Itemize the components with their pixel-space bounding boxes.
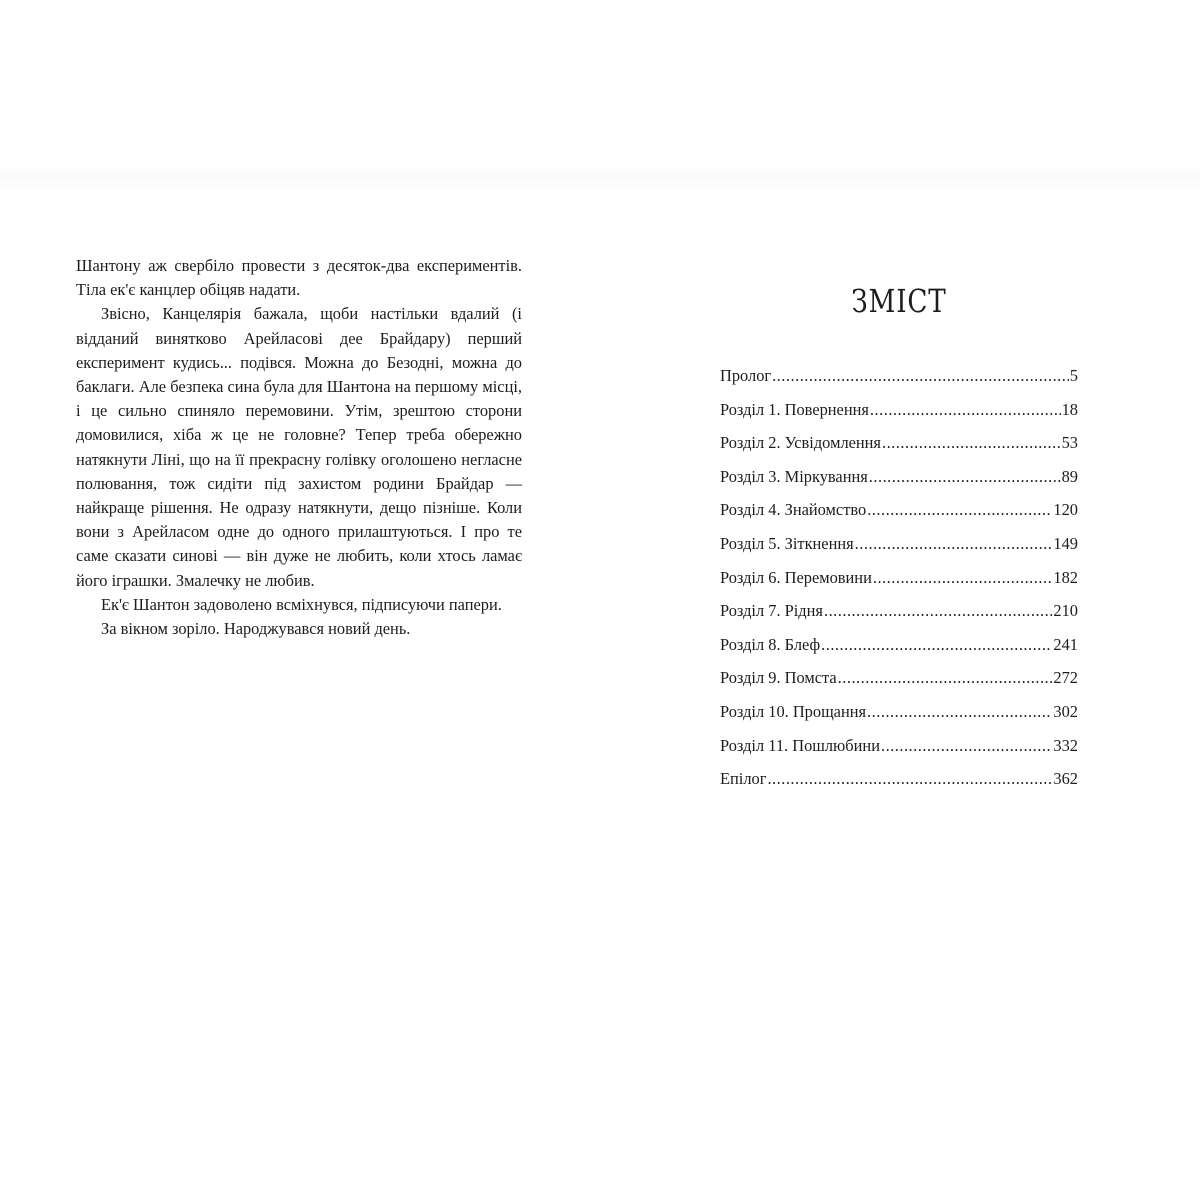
page-edge-shadow (0, 165, 1200, 195)
toc-entry-label: Розділ 8. Блеф (720, 634, 821, 654)
toc-entry (720, 736, 1078, 770)
toc-entry-label: Розділ 7. Рідня (720, 601, 823, 621)
paragraph: За вікном зоріло. Народжувався новий день. (101, 619, 411, 639)
paragraph: Звісно, Канцелярія бажала, щоби настільки вдалий (і відданий винятково Арейласові дее Брайдару) перший експеримент кудись... подівся. Можна до Безодні, можна до баклаги. Але безпека сина була для Шантона на першому місці, і це сильно спиняло перемовини. Утім, зрештою сторони домовилися, хіба ж це не головне? Тепер треба обережно натякнути Ліні, що на її прекрасну голівку оголошено негласне полювання, тож сидіти під захистом родини Брайдар — найкраще рішення. Не одразу натякнути, дещо пізніше. Коли вони з Арейласом одне до одного прилаштуються. І про те саме сказати синові — він дуже не любить, коли хтось ламає його іграшки. Змалечку не любив. (76, 304, 522, 590)
toc-entry-page: 89 (1061, 466, 1078, 486)
toc-entry-label: Розділ 2. Усвідомлення (720, 433, 881, 453)
toc-leader-dots (767, 769, 1052, 789)
toc-entry (720, 467, 1078, 501)
toc-entry-page: 302 (1053, 701, 1078, 721)
toc-entry-page: 241 (1053, 634, 1078, 654)
toc-leader-dots (821, 635, 1052, 655)
paragraph: Ек'є Шантон задоволено всміхнувся, підписуючи папери. (101, 594, 502, 614)
toc-entry (720, 668, 1078, 702)
toc-leader-dots (772, 366, 1069, 386)
toc-leader-dots (873, 568, 1053, 588)
toc-entry (720, 601, 1078, 635)
toc-entry-label: Розділ 9. Помста (720, 668, 837, 688)
toc-entry-page: 5 (1069, 366, 1078, 385)
toc-leader-dots (838, 668, 1053, 688)
toc-leader-dots (869, 467, 1061, 487)
toc-entry (720, 366, 1078, 400)
toc-entry-label: Розділ 5. Зіткнення (720, 533, 854, 553)
toc-entry-label: Пролог (720, 366, 772, 385)
toc-entry (720, 568, 1078, 602)
toc-entry-page: 18 (1061, 399, 1078, 419)
toc-entry-label: Епілог (720, 769, 767, 789)
toc-title: ЗМІСТ (851, 282, 947, 320)
toc-entry-label: Розділ 6. Перемовини (720, 567, 872, 587)
toc-entry (720, 534, 1078, 568)
toc-entry-page: 149 (1053, 533, 1078, 553)
toc-entry-label: Розділ 1. Повернення (720, 399, 869, 419)
toc-entry (720, 500, 1078, 534)
paragraph: Шантону аж свербіло провести з десяток-два експериментів. Тіла ек'є канцлер обіцяв надати. (76, 256, 522, 300)
toc-leader-dots (824, 601, 1052, 621)
left-page-text (76, 254, 522, 641)
toc-entry (720, 769, 1078, 803)
toc-entry-label: Розділ 10. Прощання (720, 701, 867, 721)
toc-leader-dots (867, 500, 1052, 520)
toc-entry (720, 702, 1078, 736)
toc-entry (720, 635, 1078, 669)
toc-leader-dots (867, 702, 1052, 722)
toc-leader-dots (870, 400, 1061, 420)
toc-entry-page: 53 (1061, 433, 1078, 453)
toc-entry-page: 182 (1053, 567, 1078, 587)
toc-entry (720, 400, 1078, 434)
toc-entry-page: 210 (1053, 601, 1078, 621)
toc-entry-label: Розділ 4. Знайомство (720, 500, 867, 520)
toc-entry (720, 433, 1078, 467)
toc-leader-dots (855, 534, 1053, 554)
toc-entry-label: Розділ 3. Міркування (720, 466, 868, 486)
toc-leader-dots (882, 433, 1061, 453)
toc-entry-label: Розділ 11. Пошлюбини (720, 735, 880, 755)
toc-entry-page: 272 (1053, 668, 1078, 688)
toc-leader-dots (881, 736, 1052, 756)
table-of-contents (720, 366, 1078, 803)
toc-entry-page: 120 (1053, 500, 1078, 520)
toc-entry-page: 332 (1053, 735, 1078, 755)
toc-entry-page: 362 (1053, 769, 1078, 789)
